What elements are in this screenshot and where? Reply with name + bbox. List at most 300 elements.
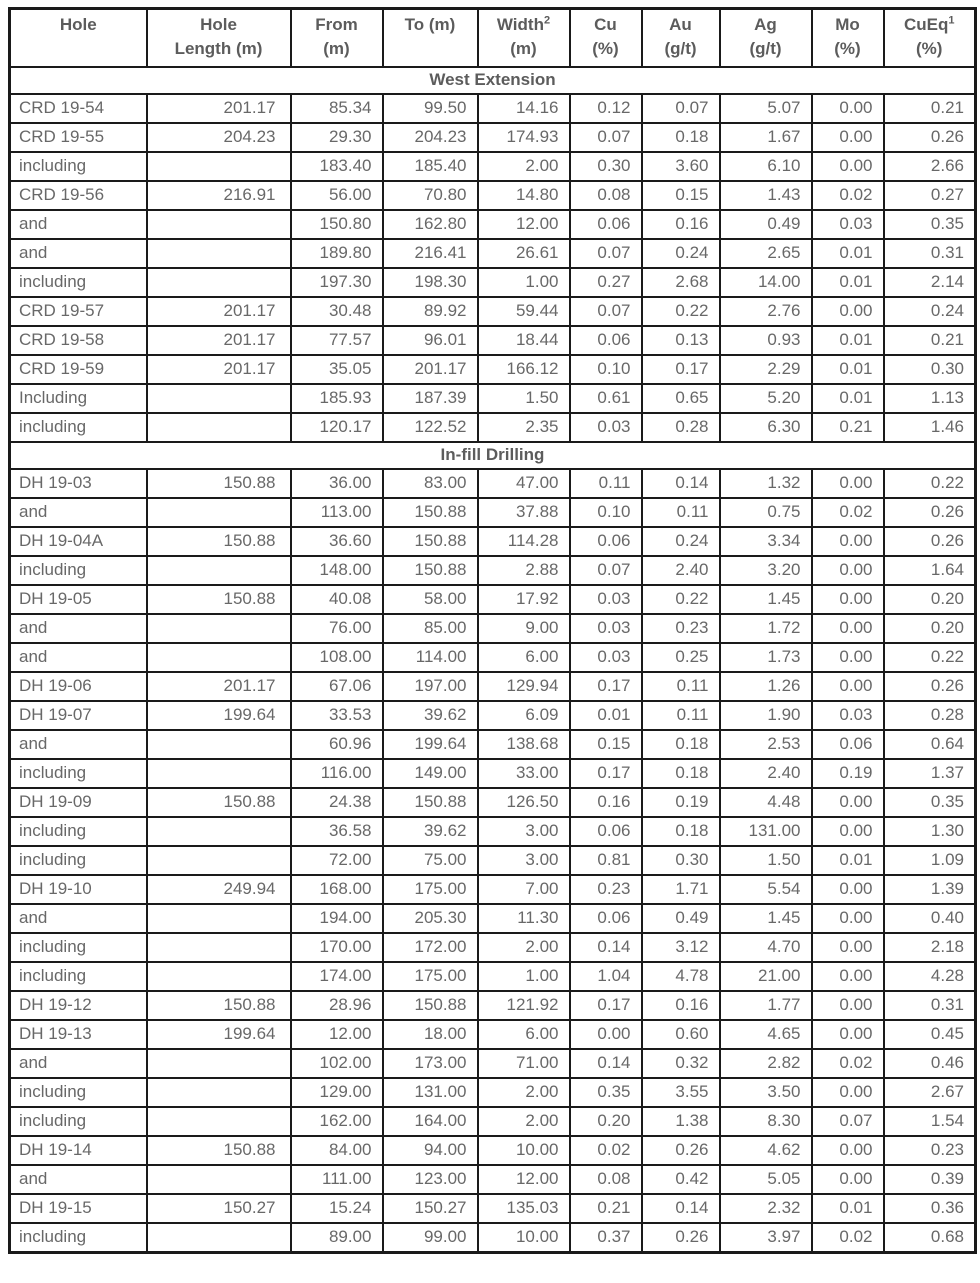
table-cell: 0.00 [812, 1020, 884, 1049]
table-cell: 0.45 [884, 1020, 976, 1049]
table-cell: 0.30 [570, 152, 642, 181]
table-cell: 150.88 [383, 527, 478, 556]
column-header-cu [570, 9, 642, 67]
table-cell [147, 1078, 291, 1107]
table-cell: 2.76 [720, 297, 812, 326]
table-cell: 201.17 [147, 672, 291, 701]
hole-id-cell: including [10, 759, 147, 788]
table-cell: 194.00 [291, 904, 383, 933]
table-row [10, 991, 976, 1020]
table-cell: 0.35 [884, 788, 976, 817]
section-title: West Extension [10, 67, 976, 94]
table-row [10, 585, 976, 614]
table-cell: 150.88 [147, 585, 291, 614]
hole-id-cell: including [10, 268, 147, 297]
table-cell: 0.17 [570, 991, 642, 1020]
table-cell: 0.26 [884, 527, 976, 556]
table-cell: 0.01 [812, 384, 884, 413]
column-label: To (m) [404, 15, 456, 34]
table-cell: 114.00 [383, 643, 478, 672]
table-cell: 0.39 [884, 1165, 976, 1194]
column-unit: (m) [323, 38, 350, 58]
table-cell: 0.25 [642, 643, 720, 672]
column-header-width [478, 9, 570, 67]
table-cell: 0.03 [570, 413, 642, 442]
table-cell: 0.24 [642, 239, 720, 268]
table-cell: 0.00 [812, 152, 884, 181]
table-cell: 26.61 [478, 239, 570, 268]
table-cell: 5.20 [720, 384, 812, 413]
hole-id-cell: and [10, 498, 147, 527]
table-cell: 0.21 [884, 326, 976, 355]
table-cell: 201.17 [147, 297, 291, 326]
table-cell: 0.19 [812, 759, 884, 788]
table-cell: 135.03 [478, 1194, 570, 1223]
table-cell: 37.88 [478, 498, 570, 527]
table-cell: 4.70 [720, 933, 812, 962]
table-row [10, 1223, 976, 1253]
table-cell: 0.00 [812, 614, 884, 643]
table-cell: 89.00 [291, 1223, 383, 1253]
table-cell: 0.00 [812, 643, 884, 672]
table-cell: 0.17 [570, 759, 642, 788]
table-cell: 0.22 [884, 643, 976, 672]
hole-id-cell: and [10, 730, 147, 759]
hole-id-cell: and [10, 643, 147, 672]
hole-id-cell: including [10, 933, 147, 962]
table-cell: 17.92 [478, 585, 570, 614]
table-cell: 14.16 [478, 94, 570, 123]
table-cell: 1.45 [720, 585, 812, 614]
table-row [10, 210, 976, 239]
hole-id-cell: DH 19-15 [10, 1194, 147, 1223]
table-cell: 0.07 [570, 556, 642, 585]
hole-id-cell: and [10, 614, 147, 643]
table-cell: 150.88 [147, 1136, 291, 1165]
column-header-ag [720, 9, 812, 67]
column-unit: (g/t) [664, 38, 697, 58]
table-body [10, 67, 976, 1253]
table-cell [147, 413, 291, 442]
table-cell: 1.13 [884, 384, 976, 413]
table-row [10, 413, 976, 442]
table-cell: 199.64 [383, 730, 478, 759]
table-cell: 1.26 [720, 672, 812, 701]
table-cell [147, 759, 291, 788]
table-cell: 0.01 [812, 355, 884, 384]
table-cell: 1.73 [720, 643, 812, 672]
table-cell: 0.07 [570, 123, 642, 152]
table-cell: 10.00 [478, 1136, 570, 1165]
table-cell: 0.06 [812, 730, 884, 759]
table-cell: 0.30 [642, 846, 720, 875]
table-cell: 1.45 [720, 904, 812, 933]
table-cell: 0.23 [642, 614, 720, 643]
table-cell: 18.44 [478, 326, 570, 355]
table-row [10, 933, 976, 962]
table-cell: 173.00 [383, 1049, 478, 1078]
table-cell: 189.80 [291, 239, 383, 268]
table-cell [147, 152, 291, 181]
table-cell: 0.13 [642, 326, 720, 355]
table-cell: 0.00 [812, 1165, 884, 1194]
table-cell: 0.00 [812, 672, 884, 701]
table-cell: 0.49 [642, 904, 720, 933]
table-cell [147, 614, 291, 643]
table-cell: 150.88 [147, 469, 291, 498]
table-cell: 21.00 [720, 962, 812, 991]
table-cell: 1.54 [884, 1107, 976, 1136]
table-cell: 150.88 [147, 991, 291, 1020]
hole-id-cell: CRD 19-56 [10, 181, 147, 210]
table-cell: 77.57 [291, 326, 383, 355]
table-cell: 0.49 [720, 210, 812, 239]
table-cell: 0.10 [570, 498, 642, 527]
table-cell: 0.61 [570, 384, 642, 413]
column-header-from [291, 9, 383, 67]
table-cell: 0.07 [570, 297, 642, 326]
table-row [10, 1049, 976, 1078]
column-label: Width [496, 15, 544, 34]
table-cell: 2.68 [642, 268, 720, 297]
hole-id-cell: DH 19-09 [10, 788, 147, 817]
table-cell: 39.62 [383, 817, 478, 846]
table-cell: 4.62 [720, 1136, 812, 1165]
table-row [10, 326, 976, 355]
table-cell: 36.00 [291, 469, 383, 498]
table-cell: 94.00 [383, 1136, 478, 1165]
table-cell: 2.40 [720, 759, 812, 788]
table-cell: 0.14 [642, 1194, 720, 1223]
table-cell: 0.00 [812, 991, 884, 1020]
hole-id-cell: DH 19-07 [10, 701, 147, 730]
column-unit: (g/t) [749, 38, 782, 58]
table-cell: 0.28 [642, 413, 720, 442]
table-cell: 0.26 [642, 1223, 720, 1253]
table-header [10, 9, 976, 67]
table-cell: 1.50 [478, 384, 570, 413]
table-cell: 120.17 [291, 413, 383, 442]
table-cell: 0.06 [570, 527, 642, 556]
table-cell: 1.71 [642, 875, 720, 904]
table-row [10, 730, 976, 759]
table-cell: 28.96 [291, 991, 383, 1020]
table-row [10, 556, 976, 585]
table-cell: 199.64 [147, 1020, 291, 1049]
table-cell: 116.00 [291, 759, 383, 788]
table-cell: 0.00 [812, 933, 884, 962]
hole-id-cell: DH 19-14 [10, 1136, 147, 1165]
table-row [10, 297, 976, 326]
column-unit: (m) [510, 38, 537, 58]
table-cell: 0.00 [812, 94, 884, 123]
table-cell: 0.00 [812, 788, 884, 817]
table-cell: 0.06 [570, 904, 642, 933]
table-cell: 0.03 [570, 643, 642, 672]
table-cell: 0.28 [884, 701, 976, 730]
table-cell: 0.02 [812, 1223, 884, 1253]
table-cell: 1.64 [884, 556, 976, 585]
table-cell: 0.17 [570, 672, 642, 701]
table-cell: 1.00 [478, 268, 570, 297]
table-cell: 35.05 [291, 355, 383, 384]
table-row [10, 846, 976, 875]
table-cell: 170.00 [291, 933, 383, 962]
table-cell: 5.54 [720, 875, 812, 904]
table-row [10, 1107, 976, 1136]
table-cell: 0.02 [812, 181, 884, 210]
table-cell: 0.01 [812, 239, 884, 268]
table-cell: 2.35 [478, 413, 570, 442]
table-row [10, 181, 976, 210]
table-cell: 0.19 [642, 788, 720, 817]
table-cell [147, 933, 291, 962]
hole-id-cell: DH 19-03 [10, 469, 147, 498]
column-superscript: 2 [543, 14, 551, 27]
table-cell: 0.14 [642, 469, 720, 498]
table-cell: 85.00 [383, 614, 478, 643]
column-label: Mo [835, 15, 860, 34]
table-cell: 24.38 [291, 788, 383, 817]
table-cell: 4.65 [720, 1020, 812, 1049]
table-cell: 0.16 [642, 210, 720, 239]
table-cell: 14.80 [478, 181, 570, 210]
table-cell: 201.17 [147, 94, 291, 123]
table-row [10, 384, 976, 413]
table-cell: 148.00 [291, 556, 383, 585]
table-cell: 0.01 [812, 1194, 884, 1223]
table-cell: 67.06 [291, 672, 383, 701]
table-row [10, 1194, 976, 1223]
table-cell [147, 268, 291, 297]
table-cell: 0.26 [884, 498, 976, 527]
table-cell: 0.17 [642, 355, 720, 384]
table-cell: 0.03 [570, 585, 642, 614]
table-cell: 0.40 [884, 904, 976, 933]
table-cell: 2.67 [884, 1078, 976, 1107]
table-row [10, 904, 976, 933]
hole-id-cell: CRD 19-59 [10, 355, 147, 384]
table-row [10, 1165, 976, 1194]
table-cell: 12.00 [478, 210, 570, 239]
table-cell: 102.00 [291, 1049, 383, 1078]
table-cell: 36.58 [291, 817, 383, 846]
table-cell: 3.12 [642, 933, 720, 962]
table-cell: 0.00 [812, 556, 884, 585]
table-cell: 0.01 [812, 846, 884, 875]
table-cell: 0.03 [570, 614, 642, 643]
table-cell: 175.00 [383, 875, 478, 904]
table-cell: 10.00 [478, 1223, 570, 1253]
column-superscript: 1 [948, 14, 955, 27]
table-cell: 1.39 [884, 875, 976, 904]
table-cell: 129.94 [478, 672, 570, 701]
table-cell: 197.00 [383, 672, 478, 701]
table-cell: 204.23 [147, 123, 291, 152]
table-cell: 2.40 [642, 556, 720, 585]
table-cell: 0.01 [812, 326, 884, 355]
table-cell: 18.00 [383, 1020, 478, 1049]
table-row [10, 527, 976, 556]
table-cell: 0.01 [570, 701, 642, 730]
table-cell: 0.60 [642, 1020, 720, 1049]
table-cell: 150.88 [383, 556, 478, 585]
column-label: Hole [200, 15, 237, 34]
table-cell: 1.32 [720, 469, 812, 498]
table-cell: 174.93 [478, 123, 570, 152]
table-cell: 59.44 [478, 297, 570, 326]
table-cell: 2.00 [478, 933, 570, 962]
table-cell: 198.30 [383, 268, 478, 297]
table-cell: 1.30 [884, 817, 976, 846]
table-cell: 0.42 [642, 1165, 720, 1194]
table-cell: 12.00 [291, 1020, 383, 1049]
table-cell: 4.28 [884, 962, 976, 991]
table-cell: 0.22 [642, 297, 720, 326]
table-cell: 6.00 [478, 643, 570, 672]
table-cell: 6.00 [478, 1020, 570, 1049]
table-cell: 6.10 [720, 152, 812, 181]
table-cell: 2.53 [720, 730, 812, 759]
table-cell: 15.24 [291, 1194, 383, 1223]
table-cell: 0.11 [642, 701, 720, 730]
table-cell: 56.00 [291, 181, 383, 210]
table-cell: 185.93 [291, 384, 383, 413]
table-cell: 129.00 [291, 1078, 383, 1107]
table-cell: 0.00 [812, 469, 884, 498]
column-label: Au [669, 15, 692, 34]
table-cell: 1.90 [720, 701, 812, 730]
table-cell: 0.01 [812, 268, 884, 297]
table-cell: 108.00 [291, 643, 383, 672]
hole-id-cell: including [10, 1078, 147, 1107]
table-cell: 0.32 [642, 1049, 720, 1078]
table-cell: 122.52 [383, 413, 478, 442]
table-cell: 0.22 [642, 585, 720, 614]
table-cell: 187.39 [383, 384, 478, 413]
table-cell [147, 1165, 291, 1194]
table-cell: 172.00 [383, 933, 478, 962]
hole-id-cell: including [10, 1223, 147, 1253]
table-cell: 3.34 [720, 527, 812, 556]
table-cell: 150.27 [383, 1194, 478, 1223]
table-cell: 0.36 [884, 1194, 976, 1223]
table-cell: 1.04 [570, 962, 642, 991]
column-header-hole [10, 9, 147, 67]
hole-id-cell: including [10, 846, 147, 875]
table-cell: 11.30 [478, 904, 570, 933]
table-cell: 3.00 [478, 846, 570, 875]
table-cell: 0.03 [812, 210, 884, 239]
table-cell: 0.68 [884, 1223, 976, 1253]
table-cell: 111.00 [291, 1165, 383, 1194]
hole-id-cell: Including [10, 384, 147, 413]
table-cell: 149.00 [383, 759, 478, 788]
table-row [10, 672, 976, 701]
table-cell: 0.00 [812, 1136, 884, 1165]
table-cell: 0.24 [884, 297, 976, 326]
table-cell: 150.88 [383, 498, 478, 527]
table-cell: 0.07 [642, 94, 720, 123]
column-unit: (%) [916, 38, 943, 58]
table-cell: 72.00 [291, 846, 383, 875]
table-cell: 0.31 [884, 991, 976, 1020]
hole-id-cell: DH 19-13 [10, 1020, 147, 1049]
table-cell: 0.26 [884, 123, 976, 152]
table-cell [147, 556, 291, 585]
table-cell: 6.09 [478, 701, 570, 730]
table-cell: 4.78 [642, 962, 720, 991]
table-cell: 0.02 [570, 1136, 642, 1165]
hole-id-cell: and [10, 904, 147, 933]
table-cell: 3.00 [478, 817, 570, 846]
table-cell: 0.21 [812, 413, 884, 442]
table-row [10, 469, 976, 498]
table-cell: 5.07 [720, 94, 812, 123]
hole-id-cell: DH 19-10 [10, 875, 147, 904]
table-row [10, 268, 976, 297]
table-cell [147, 384, 291, 413]
table-cell [147, 1049, 291, 1078]
table-cell: 1.37 [884, 759, 976, 788]
section-header-row [10, 67, 976, 94]
hole-id-cell: including [10, 413, 147, 442]
table-cell: 0.00 [812, 1078, 884, 1107]
table-cell: 0.81 [570, 846, 642, 875]
table-cell: 2.32 [720, 1194, 812, 1223]
table-cell: 0.14 [570, 933, 642, 962]
hole-id-cell: including [10, 962, 147, 991]
table-cell: 3.50 [720, 1078, 812, 1107]
table-cell: 3.97 [720, 1223, 812, 1253]
table-cell: 131.00 [720, 817, 812, 846]
table-cell: 14.00 [720, 268, 812, 297]
table-cell: 30.48 [291, 297, 383, 326]
hole-id-cell: DH 19-05 [10, 585, 147, 614]
hole-id-cell: CRD 19-54 [10, 94, 147, 123]
table-row [10, 94, 976, 123]
table-cell: 1.72 [720, 614, 812, 643]
table-cell: 0.18 [642, 817, 720, 846]
table-cell: 99.00 [383, 1223, 478, 1253]
table-cell: 175.00 [383, 962, 478, 991]
table-cell: 0.00 [812, 875, 884, 904]
column-label: Ag [754, 15, 777, 34]
table-cell: 201.17 [383, 355, 478, 384]
table-cell: 5.05 [720, 1165, 812, 1194]
table-cell: 174.00 [291, 962, 383, 991]
table-row [10, 759, 976, 788]
table-cell: 1.09 [884, 846, 976, 875]
hole-id-cell: CRD 19-55 [10, 123, 147, 152]
table-cell: 0.20 [884, 614, 976, 643]
column-label: Cu [594, 15, 617, 34]
table-cell: 76.00 [291, 614, 383, 643]
section-header-row [10, 442, 976, 469]
table-cell: 131.00 [383, 1078, 478, 1107]
table-row [10, 1136, 976, 1165]
table-cell: 183.40 [291, 152, 383, 181]
table-cell: 33.00 [478, 759, 570, 788]
table-cell: 185.40 [383, 152, 478, 181]
table-cell: 33.53 [291, 701, 383, 730]
hole-id-cell: DH 19-04A [10, 527, 147, 556]
hole-id-cell: including [10, 817, 147, 846]
table-row [10, 614, 976, 643]
table-cell: 0.00 [812, 123, 884, 152]
table-cell: 0.93 [720, 326, 812, 355]
table-cell: 0.06 [570, 326, 642, 355]
